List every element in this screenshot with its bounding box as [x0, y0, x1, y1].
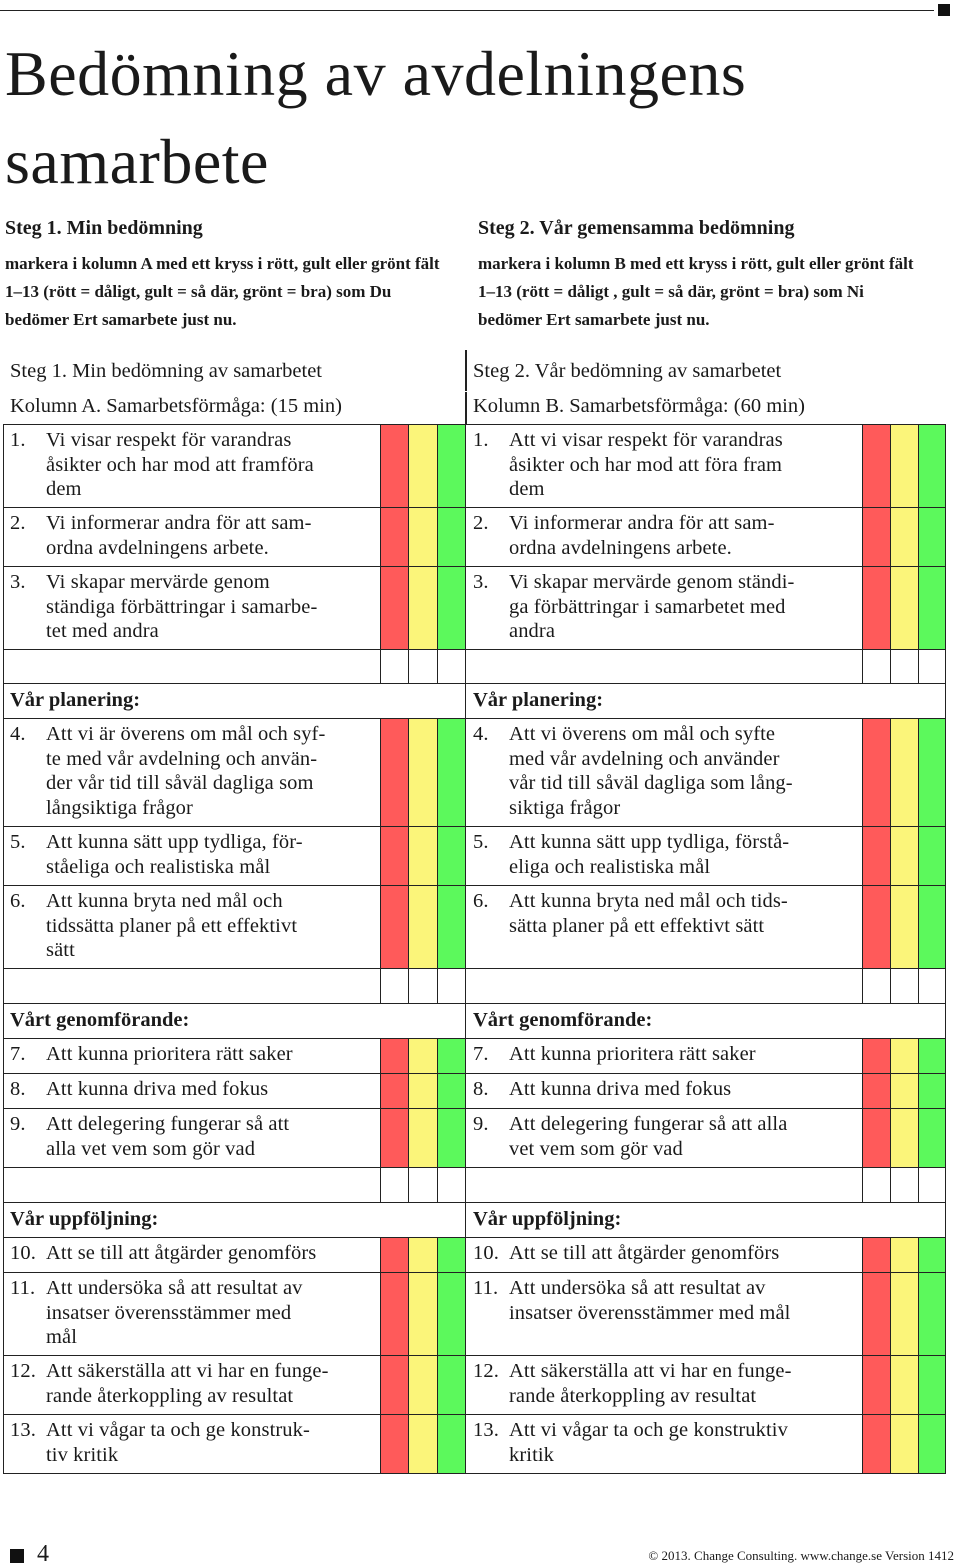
rating-red-cell-B-10[interactable]	[862, 1237, 891, 1273]
rating-green-cell-A-10[interactable]	[437, 1237, 466, 1273]
top-rule	[0, 10, 934, 11]
item-number: 12.	[473, 1360, 499, 1382]
rating-yellow-cell-B-5[interactable]	[890, 826, 919, 886]
item-number: 8.	[10, 1078, 26, 1100]
rating-green-cell-A-9[interactable]	[437, 1108, 466, 1168]
rating-red-cell-A-3[interactable]	[380, 566, 409, 650]
item-number: 5.	[10, 831, 26, 853]
item-8-right	[473, 1077, 859, 1102]
item-4-right	[473, 722, 859, 820]
item-9-right	[473, 1112, 859, 1161]
item-7-right	[473, 1042, 859, 1067]
item-11-right	[473, 1276, 859, 1325]
rating-yellow-cell-A-6[interactable]	[408, 885, 438, 969]
spacer-cell	[918, 649, 946, 684]
item-statement: Att vi visar respekt för varandras åsikter och har mod att föra fram dem	[509, 429, 783, 500]
item-statement: Att kunna driva med fokus	[46, 1078, 269, 1100]
rating-red-cell-B-1[interactable]	[862, 424, 891, 508]
spacer-cell	[890, 649, 919, 684]
rating-green-cell-B-10[interactable]	[918, 1237, 946, 1273]
rating-green-cell-A-12[interactable]	[437, 1355, 466, 1415]
rating-yellow-cell-A-12[interactable]	[408, 1355, 438, 1415]
item-number: 9.	[10, 1113, 26, 1135]
spacer-cell	[437, 968, 466, 1004]
item-statement-wrap	[509, 722, 859, 820]
rating-red-cell-A-8[interactable]	[380, 1073, 409, 1109]
item-8-left	[10, 1077, 376, 1102]
rating-yellow-cell-A-4[interactable]	[408, 718, 438, 827]
item-number: 13.	[473, 1419, 499, 1441]
rating-green-cell-B-12[interactable]	[918, 1355, 946, 1415]
rating-green-cell-A-2[interactable]	[437, 507, 466, 567]
item-statement-wrap	[509, 1042, 859, 1067]
item-statement-wrap	[46, 722, 376, 820]
rating-yellow-cell-B-4[interactable]	[890, 718, 919, 827]
page-number: 4	[37, 1541, 49, 1567]
rating-yellow-cell-B-3[interactable]	[890, 566, 919, 650]
spacer-cell	[380, 1167, 409, 1203]
spacer-cell	[380, 968, 409, 1004]
corner-square-marker	[938, 4, 950, 16]
item-number: 10.	[10, 1242, 36, 1264]
item-statement: Vi visar respekt för varandras åsikter och har mod att framföra dem	[46, 429, 314, 500]
item-6-left	[10, 889, 376, 963]
item-10-right	[473, 1241, 859, 1266]
section-heading-right: Vår uppföljning:	[473, 1208, 622, 1230]
rating-green-cell-A-5[interactable]	[437, 826, 466, 886]
item-12-right	[473, 1359, 859, 1408]
rating-red-cell-B-9[interactable]	[862, 1108, 891, 1168]
spacer-cell-left	[3, 649, 381, 684]
rating-green-cell-A-7[interactable]	[437, 1038, 466, 1074]
item-1-left	[10, 428, 376, 502]
rating-yellow-cell-A-7[interactable]	[408, 1038, 438, 1074]
item-statement-wrap	[46, 830, 376, 879]
copyright-notice: © 2013. Change Consulting. www.change.se Version 1412	[648, 1548, 954, 1563]
spacer-cell	[408, 1167, 438, 1203]
rating-yellow-cell-B-2[interactable]	[890, 507, 919, 567]
rating-green-cell-A-1[interactable]	[437, 424, 466, 508]
spacer-cell	[437, 649, 466, 684]
rating-red-cell-A-7[interactable]	[380, 1038, 409, 1074]
rating-yellow-cell-B-12[interactable]	[890, 1355, 919, 1415]
item-statement-wrap	[509, 570, 859, 644]
rating-green-cell-B-6[interactable]	[918, 885, 946, 969]
rating-red-cell-B-13[interactable]	[862, 1414, 891, 1474]
step1-instructions: markera i kolumn A med ett kryss i rött, gult eller grönt fält 1–13 (rött = dåligt, gult = så där, grönt = bra) som Du bedömer Ert samarbete just nu.	[5, 254, 440, 329]
item-statement: Vi informerar andra för att sam- ordna avdelningens arbete.	[46, 512, 312, 559]
spacer-cell	[862, 649, 891, 684]
item-number: 6.	[10, 890, 26, 912]
rating-yellow-cell-A-10[interactable]	[408, 1237, 438, 1273]
item-number: 11.	[10, 1277, 36, 1299]
rating-green-cell-A-13[interactable]	[437, 1414, 466, 1474]
item-statement-wrap	[46, 1359, 376, 1408]
item-statement: Att kunna sätt upp tydliga, för- ståeliga och realistiska mål	[46, 831, 303, 878]
rating-yellow-cell-A-2[interactable]	[408, 507, 438, 567]
header-spacer	[3, 391, 945, 392]
item-statement: Att kunna prioritera rätt saker	[46, 1043, 293, 1065]
item-statement: Vi skapar mervärde genom ständi- ga förbättringar i samarbetet med andra	[509, 571, 795, 642]
item-3-left	[10, 570, 376, 644]
item-number: 4.	[10, 723, 26, 745]
spacer-cell-right	[465, 1167, 863, 1203]
item-number: 11.	[473, 1277, 499, 1299]
rating-yellow-cell-A-11[interactable]	[408, 1272, 438, 1356]
item-statement-wrap	[46, 889, 376, 963]
spacer-cell	[408, 968, 438, 1004]
item-number: 6.	[473, 890, 489, 912]
rating-red-cell-A-11[interactable]	[380, 1272, 409, 1356]
item-11-left	[10, 1276, 376, 1350]
item-number: 4.	[473, 723, 489, 745]
item-statement: Att kunna sätt upp tydliga, förstå- eliga och realistiska mål	[509, 831, 790, 878]
section-heading-left: Vår uppföljning:	[10, 1208, 159, 1230]
rating-green-cell-A-11[interactable]	[437, 1272, 466, 1356]
rating-green-cell-B-5[interactable]	[918, 826, 946, 886]
item-number: 8.	[473, 1078, 489, 1100]
rating-red-cell-B-6[interactable]	[862, 885, 891, 969]
rating-yellow-cell-A-3[interactable]	[408, 566, 438, 650]
item-statement: Att kunna bryta ned mål och tids- sätta planer på ett effektivt sätt	[509, 890, 788, 937]
spacer-cell	[862, 1167, 891, 1203]
item-statement: Att säkerställa att vi har en funge- rande återkoppling av resultat	[509, 1360, 792, 1407]
rating-red-cell-A-5[interactable]	[380, 826, 409, 886]
page-title: Bedömning av avdelningens samarbete	[5, 38, 747, 197]
section-heading-right: Vårt genomförande:	[473, 1009, 653, 1031]
rating-red-cell-A-6[interactable]	[380, 885, 409, 969]
item-number: 5.	[473, 831, 489, 853]
item-number: 3.	[473, 571, 489, 593]
spacer-cell	[408, 649, 438, 684]
item-statement: Att kunna bryta ned mål och tidssätta planer på ett effektivt sätt	[46, 890, 298, 961]
item-statement-wrap	[509, 1241, 859, 1266]
item-5-right	[473, 830, 859, 879]
item-statement: Att vi vågar ta och ge konstruktiv kritik	[509, 1419, 788, 1466]
item-statement: Att vi är överens om mål och syf- te med vår avdelning och använ- der vår tid till såväl dagliga som långsiktiga frågor	[46, 723, 326, 819]
rating-yellow-cell-A-9[interactable]	[408, 1108, 438, 1168]
rating-yellow-cell-B-8[interactable]	[890, 1073, 919, 1109]
item-6-right	[473, 889, 859, 938]
spacer-cell	[380, 649, 409, 684]
rating-red-cell-A-2[interactable]	[380, 507, 409, 567]
rating-red-cell-A-13[interactable]	[380, 1414, 409, 1474]
step2-instructions: markera i kolumn B med ett kryss i rött, gult eller grönt fält 1–13 (rött = dåligt , gult = så där, grönt = bra) som Ni bedömer Ert samarbete just nu.	[478, 254, 914, 329]
item-number: 3.	[10, 571, 26, 593]
spacer-cell-left	[3, 1167, 381, 1203]
rating-red-cell-A-12[interactable]	[380, 1355, 409, 1415]
item-2-right	[473, 511, 859, 560]
left-column-label: Kolumn A. Samarbetsförmåga: (15 min)	[10, 395, 342, 417]
spacer-cell	[918, 968, 946, 1004]
item-number: 2.	[10, 512, 26, 534]
item-statement: Att kunna driva med fokus	[509, 1078, 732, 1100]
item-statement: Att säkerställa att vi har en funge- rande återkoppling av resultat	[46, 1360, 329, 1407]
rating-yellow-cell-B-7[interactable]	[890, 1038, 919, 1074]
item-statement-wrap	[46, 570, 376, 644]
rating-yellow-cell-A-8[interactable]	[408, 1073, 438, 1109]
item-statement: Att undersöka så att resultat av insatser överensstämmer med mål	[46, 1277, 303, 1348]
rating-green-cell-A-3[interactable]	[437, 566, 466, 650]
item-number: 2.	[473, 512, 489, 534]
spacer-cell	[437, 1167, 466, 1203]
rating-green-cell-B-1[interactable]	[918, 424, 946, 508]
rating-yellow-cell-A-5[interactable]	[408, 826, 438, 886]
item-number: 7.	[473, 1043, 489, 1065]
item-statement: Att delegering fungerar så att alla vet vem som gör vad	[509, 1113, 788, 1160]
rating-yellow-cell-B-6[interactable]	[890, 885, 919, 969]
footer-square-marker	[10, 1549, 24, 1563]
rating-green-cell-B-8[interactable]	[918, 1073, 946, 1109]
item-statement: Vi skapar mervärde genom ständiga förbättringar i samarbe- tet med andra	[46, 571, 318, 642]
item-number: 10.	[473, 1242, 499, 1264]
rating-red-cell-B-5[interactable]	[862, 826, 891, 886]
rating-green-cell-B-13[interactable]	[918, 1414, 946, 1474]
rating-red-cell-B-8[interactable]	[862, 1073, 891, 1109]
section-heading-left: Vår planering:	[10, 689, 141, 711]
item-number: 13.	[10, 1419, 36, 1441]
item-4-left	[10, 722, 376, 820]
spacer-cell	[918, 1167, 946, 1203]
item-statement: Att kunna prioritera rätt saker	[509, 1043, 756, 1065]
item-statement: Att se till att åtgärder genomförs	[509, 1242, 780, 1264]
rating-green-cell-A-4[interactable]	[437, 718, 466, 827]
rating-red-cell-A-4[interactable]	[380, 718, 409, 827]
item-statement-wrap	[509, 1418, 859, 1467]
spacer-cell-right	[465, 649, 863, 684]
rating-red-cell-B-4[interactable]	[862, 718, 891, 827]
rating-red-cell-B-3[interactable]	[862, 566, 891, 650]
rating-yellow-cell-B-11[interactable]	[890, 1272, 919, 1356]
right-step-label: Steg 2. Vår bedömning av samarbetet	[473, 360, 782, 382]
item-number: 1.	[10, 429, 26, 451]
rating-red-cell-B-12[interactable]	[862, 1355, 891, 1415]
item-2-left	[10, 511, 376, 560]
rating-red-cell-A-9[interactable]	[380, 1108, 409, 1168]
item-statement-wrap	[509, 889, 859, 938]
step1-heading: Steg 1. Min bedömning	[5, 217, 203, 239]
rating-green-cell-A-6[interactable]	[437, 885, 466, 969]
rating-yellow-cell-A-1[interactable]	[408, 424, 438, 508]
item-statement-wrap	[46, 1276, 376, 1350]
rating-yellow-cell-B-13[interactable]	[890, 1414, 919, 1474]
item-statement-wrap	[46, 1042, 376, 1067]
spacer-cell	[862, 968, 891, 1004]
rating-green-cell-B-3[interactable]	[918, 566, 946, 650]
item-statement-wrap	[46, 1418, 376, 1467]
section-heading-left: Vårt genomförande:	[10, 1009, 190, 1031]
rating-green-cell-B-11[interactable]	[918, 1272, 946, 1356]
item-1-right	[473, 428, 859, 502]
item-statement: Att vi överens om mål och syfte med vår avdelning och använder vår tid till såväl dagliga som lång- siktiga frågor	[509, 723, 793, 819]
item-statement-wrap	[46, 428, 376, 502]
left-step-label: Steg 1. Min bedömning av samarbetet	[10, 360, 322, 382]
item-statement-wrap	[46, 1077, 376, 1102]
rating-green-cell-B-9[interactable]	[918, 1108, 946, 1168]
rating-red-cell-A-10[interactable]	[380, 1237, 409, 1273]
item-number: 7.	[10, 1043, 26, 1065]
spacer-cell-left	[3, 968, 381, 1004]
item-7-left	[10, 1042, 376, 1067]
rating-yellow-cell-A-13[interactable]	[408, 1414, 438, 1474]
item-statement-wrap	[509, 428, 859, 502]
item-statement: Att se till att åtgärder genomförs	[46, 1242, 317, 1264]
rating-red-cell-A-1[interactable]	[380, 424, 409, 508]
rating-yellow-cell-B-10[interactable]	[890, 1237, 919, 1273]
item-9-left	[10, 1112, 376, 1161]
rating-green-cell-B-7[interactable]	[918, 1038, 946, 1074]
item-statement-wrap	[46, 1112, 376, 1161]
header-divider	[465, 350, 467, 424]
section-heading-right: Vår planering:	[473, 689, 604, 711]
item-number: 12.	[10, 1360, 36, 1382]
item-statement: Att undersöka så att resultat av insatser överensstämmer med mål	[509, 1277, 791, 1324]
item-number: 1.	[473, 429, 489, 451]
spacer-cell	[890, 1167, 919, 1203]
item-statement-wrap	[509, 1077, 859, 1102]
item-13-right	[473, 1418, 859, 1467]
rating-green-cell-B-2[interactable]	[918, 507, 946, 567]
rating-green-cell-A-8[interactable]	[437, 1073, 466, 1109]
item-10-left	[10, 1241, 376, 1266]
item-statement-wrap	[509, 1112, 859, 1161]
item-12-left	[10, 1359, 376, 1408]
spacer-cell-right	[465, 968, 863, 1004]
item-statement-wrap	[509, 511, 859, 560]
item-statement-wrap	[46, 511, 376, 560]
item-statement-wrap	[509, 1276, 859, 1325]
spacer-cell	[890, 968, 919, 1004]
item-number: 9.	[473, 1113, 489, 1135]
item-statement: Att vi vågar ta och ge konstruk- tiv kritik	[46, 1419, 310, 1466]
rating-red-cell-B-2[interactable]	[862, 507, 891, 567]
item-3-right	[473, 570, 859, 644]
item-5-left	[10, 830, 376, 879]
item-statement-wrap	[509, 1359, 859, 1408]
rating-yellow-cell-B-9[interactable]	[890, 1108, 919, 1168]
right-column-label: Kolumn B. Samarbetsförmåga: (60 min)	[473, 395, 805, 417]
rating-red-cell-B-11[interactable]	[862, 1272, 891, 1356]
rating-green-cell-B-4[interactable]	[918, 718, 946, 827]
rating-yellow-cell-B-1[interactable]	[890, 424, 919, 508]
step2-heading: Steg 2. Vår gemensamma bedömning	[478, 217, 795, 239]
item-statement: Att delegering fungerar så att alla vet vem som gör vad	[46, 1113, 290, 1160]
item-statement: Vi informerar andra för att sam- ordna avdelningens arbete.	[509, 512, 775, 559]
item-statement-wrap	[46, 1241, 376, 1266]
rating-red-cell-B-7[interactable]	[862, 1038, 891, 1074]
item-13-left	[10, 1418, 376, 1467]
item-statement-wrap	[509, 830, 859, 879]
